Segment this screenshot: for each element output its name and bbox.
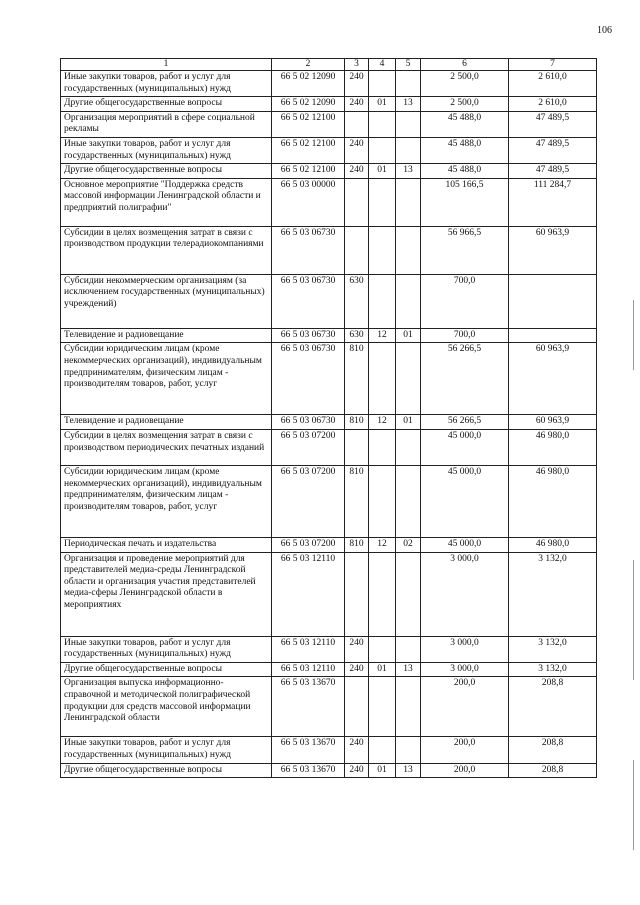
cell-c4 [369, 71, 396, 97]
cell-c4 [369, 552, 396, 636]
cell-v6: 2 500,0 [421, 97, 509, 112]
cell-v6: 45 488,0 [421, 111, 509, 137]
cell-v6: 45 000,0 [421, 429, 509, 465]
cell-c4: 01 [369, 97, 396, 112]
cell-name: Основное мероприятие "Поддержка средств массовой информации Ленинградской области и предприятий полиграфии" [61, 178, 272, 226]
cell-code: 66 5 03 13670 [272, 737, 345, 763]
cell-c4 [369, 111, 396, 137]
cell-c4 [369, 343, 396, 415]
cell-v6: 56 266,5 [421, 343, 509, 415]
cell-c5 [396, 274, 421, 328]
table-row [61, 97, 597, 112]
cell-code: 66 5 03 06730 [272, 343, 345, 415]
cell-v6: 3 000,0 [421, 552, 509, 636]
cell-c3: 240 [345, 164, 369, 179]
scan-edge-mark [633, 760, 634, 850]
cell-c4: 01 [369, 662, 396, 677]
table-row [61, 178, 597, 226]
cell-v7: 208,8 [509, 737, 597, 763]
cell-c5 [396, 636, 421, 662]
cell-c4: 12 [369, 415, 396, 430]
cell-v7: 208,8 [509, 677, 597, 737]
cell-v6: 56 966,5 [421, 226, 509, 274]
cell-c5 [396, 71, 421, 97]
cell-c4 [369, 737, 396, 763]
cell-name: Организация и проведение мероприятий для представителей медиа-среды Ленинградской области и организация участия представителей медиа-сферы Ленинградской области в мероприятиях [61, 552, 272, 636]
cell-v7: 3 132,0 [509, 636, 597, 662]
cell-c3: 810 [345, 537, 369, 552]
cell-name: Иные закупки товаров, работ и услуг для государственных (муниципальных) нужд [61, 71, 272, 97]
header-cell: 2 [272, 59, 345, 71]
table-row [61, 343, 597, 415]
cell-v7: 46 980,0 [509, 537, 597, 552]
header-cell: 3 [345, 59, 369, 71]
cell-v6: 3 000,0 [421, 636, 509, 662]
cell-v7: 47 489,5 [509, 164, 597, 179]
cell-code: 66 5 03 00000 [272, 178, 345, 226]
cell-name: Субсидии юридическим лицам (кроме некоммерческих организаций), индивидуальным предпринимателям, физическим лицам - производителям товаров, работ, услуг [61, 465, 272, 537]
cell-v7: 46 980,0 [509, 429, 597, 465]
cell-c3: 810 [345, 465, 369, 537]
table-row [61, 274, 597, 328]
cell-name: Другие общегосударственные вопросы [61, 97, 272, 112]
cell-c3: 810 [345, 415, 369, 430]
cell-c4: 01 [369, 164, 396, 179]
cell-v7: 60 963,9 [509, 343, 597, 415]
cell-c4 [369, 137, 396, 163]
table-row [61, 111, 597, 137]
table-row [61, 737, 597, 763]
cell-v7: 47 489,5 [509, 111, 597, 137]
cell-code: 66 5 03 13670 [272, 763, 345, 778]
cell-c3: 240 [345, 763, 369, 778]
cell-c5: 13 [396, 662, 421, 677]
cell-code: 66 5 03 07200 [272, 429, 345, 465]
cell-c5 [396, 429, 421, 465]
cell-name: Субсидии в целях возмещения затрат в связи с производством продукции телерадиокомпаниями [61, 226, 272, 274]
cell-v7 [509, 328, 597, 343]
cell-name: Иные закупки товаров, работ и услуг для государственных (муниципальных) нужд [61, 636, 272, 662]
cell-c5 [396, 552, 421, 636]
cell-v6: 3 000,0 [421, 662, 509, 677]
cell-code: 66 5 03 12110 [272, 636, 345, 662]
table-row [61, 71, 597, 97]
cell-c5 [396, 137, 421, 163]
cell-name: Субсидии в целях возмещения затрат в связи с производством периодических печатных изданий [61, 429, 272, 465]
cell-v6: 700,0 [421, 274, 509, 328]
cell-c4: 01 [369, 763, 396, 778]
cell-c5 [396, 465, 421, 537]
table-row [61, 763, 597, 778]
cell-v7: 47 489,5 [509, 137, 597, 163]
cell-v7: 46 980,0 [509, 465, 597, 537]
cell-name: Телевидение и радиовещание [61, 415, 272, 430]
cell-v6: 56 266,5 [421, 415, 509, 430]
header-cell: 1 [61, 59, 272, 71]
cell-code: 66 5 02 12090 [272, 71, 345, 97]
cell-v7: 208,8 [509, 763, 597, 778]
cell-c4 [369, 677, 396, 737]
cell-name: Другие общегосударственные вопросы [61, 662, 272, 677]
table-row [61, 662, 597, 677]
scan-edge-mark [633, 300, 634, 370]
cell-v7: 2 610,0 [509, 97, 597, 112]
cell-name: Организация выпуска информационно-справочной и методической полиграфической продукции для средств массовой информации Ленинградской области [61, 677, 272, 737]
cell-code: 66 5 03 07200 [272, 537, 345, 552]
table-row [61, 465, 597, 537]
cell-v6: 45 000,0 [421, 537, 509, 552]
cell-v7 [509, 274, 597, 328]
cell-c3: 630 [345, 328, 369, 343]
table-row [61, 677, 597, 737]
table-row [61, 328, 597, 343]
cell-c3: 240 [345, 636, 369, 662]
cell-v7: 111 284,7 [509, 178, 597, 226]
cell-c3 [345, 226, 369, 274]
cell-c3 [345, 429, 369, 465]
cell-name: Телевидение и радиовещание [61, 328, 272, 343]
cell-c4 [369, 636, 396, 662]
header-cell: 6 [421, 59, 509, 71]
cell-c4 [369, 429, 396, 465]
cell-v6: 700,0 [421, 328, 509, 343]
cell-code: 66 5 03 12110 [272, 662, 345, 677]
cell-v6: 2 500,0 [421, 71, 509, 97]
cell-code: 66 5 03 06730 [272, 415, 345, 430]
cell-c3: 240 [345, 71, 369, 97]
table-body [61, 71, 597, 778]
cell-code: 66 5 03 12110 [272, 552, 345, 636]
cell-c5: 02 [396, 537, 421, 552]
cell-v6: 45 000,0 [421, 465, 509, 537]
cell-c3 [345, 111, 369, 137]
scan-edge-mark [633, 560, 634, 680]
cell-code: 66 5 02 12090 [272, 97, 345, 112]
cell-c5 [396, 343, 421, 415]
cell-code: 66 5 03 06730 [272, 274, 345, 328]
cell-v6: 105 166,5 [421, 178, 509, 226]
cell-name: Субсидии юридическим лицам (кроме некоммерческих организаций), индивидуальным предпринимателям, физическим лицам - производителям товаров, работ, услуг [61, 343, 272, 415]
header-cell: 4 [369, 59, 396, 71]
cell-v6: 200,0 [421, 737, 509, 763]
cell-c5: 01 [396, 328, 421, 343]
table-row [61, 137, 597, 163]
cell-c3: 240 [345, 737, 369, 763]
cell-c5: 13 [396, 763, 421, 778]
cell-c5 [396, 737, 421, 763]
cell-name: Другие общегосударственные вопросы [61, 763, 272, 778]
cell-v7: 3 132,0 [509, 552, 597, 636]
cell-name: Иные закупки товаров, работ и услуг для государственных (муниципальных) нужд [61, 737, 272, 763]
cell-v6: 45 488,0 [421, 137, 509, 163]
table-row [61, 429, 597, 465]
budget-table [60, 58, 597, 778]
cell-c3: 810 [345, 343, 369, 415]
cell-v7: 3 132,0 [509, 662, 597, 677]
cell-c4 [369, 465, 396, 537]
table-row [61, 636, 597, 662]
cell-name: Иные закупки товаров, работ и услуг для государственных (муниципальных) нужд [61, 137, 272, 163]
cell-v6: 45 488,0 [421, 164, 509, 179]
header-cell: 5 [396, 59, 421, 71]
cell-code: 66 5 02 12100 [272, 111, 345, 137]
cell-c3: 240 [345, 662, 369, 677]
cell-name: Субсидии некоммерческим организациям (за исключением государственных (муниципальных) учреждений) [61, 274, 272, 328]
cell-c3 [345, 677, 369, 737]
cell-c5 [396, 226, 421, 274]
cell-code: 66 5 02 12100 [272, 137, 345, 163]
cell-c3 [345, 552, 369, 636]
cell-c5 [396, 677, 421, 737]
table-row [61, 552, 597, 636]
cell-c4: 12 [369, 537, 396, 552]
table-row [61, 164, 597, 179]
cell-v6: 200,0 [421, 677, 509, 737]
cell-v7: 2 610,0 [509, 71, 597, 97]
cell-code: 66 5 03 06730 [272, 328, 345, 343]
cell-c3: 630 [345, 274, 369, 328]
cell-c4 [369, 226, 396, 274]
header-row [61, 59, 597, 71]
cell-c5: 13 [396, 97, 421, 112]
cell-name: Другие общегосударственные вопросы [61, 164, 272, 179]
cell-name: Организация мероприятий в сфере социальной рекламы [61, 111, 272, 137]
cell-code: 66 5 03 13670 [272, 677, 345, 737]
cell-v7: 60 963,9 [509, 415, 597, 430]
cell-code: 66 5 02 12100 [272, 164, 345, 179]
cell-v7: 60 963,9 [509, 226, 597, 274]
table-row [61, 226, 597, 274]
table-row [61, 415, 597, 430]
cell-name: Периодическая печать и издательства [61, 537, 272, 552]
cell-c5 [396, 178, 421, 226]
cell-c4 [369, 274, 396, 328]
cell-c4: 12 [369, 328, 396, 343]
cell-v6: 200,0 [421, 763, 509, 778]
cell-c3: 240 [345, 97, 369, 112]
cell-c4 [369, 178, 396, 226]
cell-c3: 240 [345, 137, 369, 163]
header-cell: 7 [509, 59, 597, 71]
cell-code: 66 5 03 07200 [272, 465, 345, 537]
cell-c5 [396, 111, 421, 137]
cell-code: 66 5 03 06730 [272, 226, 345, 274]
cell-c3 [345, 178, 369, 226]
page-number: 106 [597, 25, 612, 36]
table-row [61, 537, 597, 552]
cell-c5: 13 [396, 164, 421, 179]
cell-c5: 01 [396, 415, 421, 430]
